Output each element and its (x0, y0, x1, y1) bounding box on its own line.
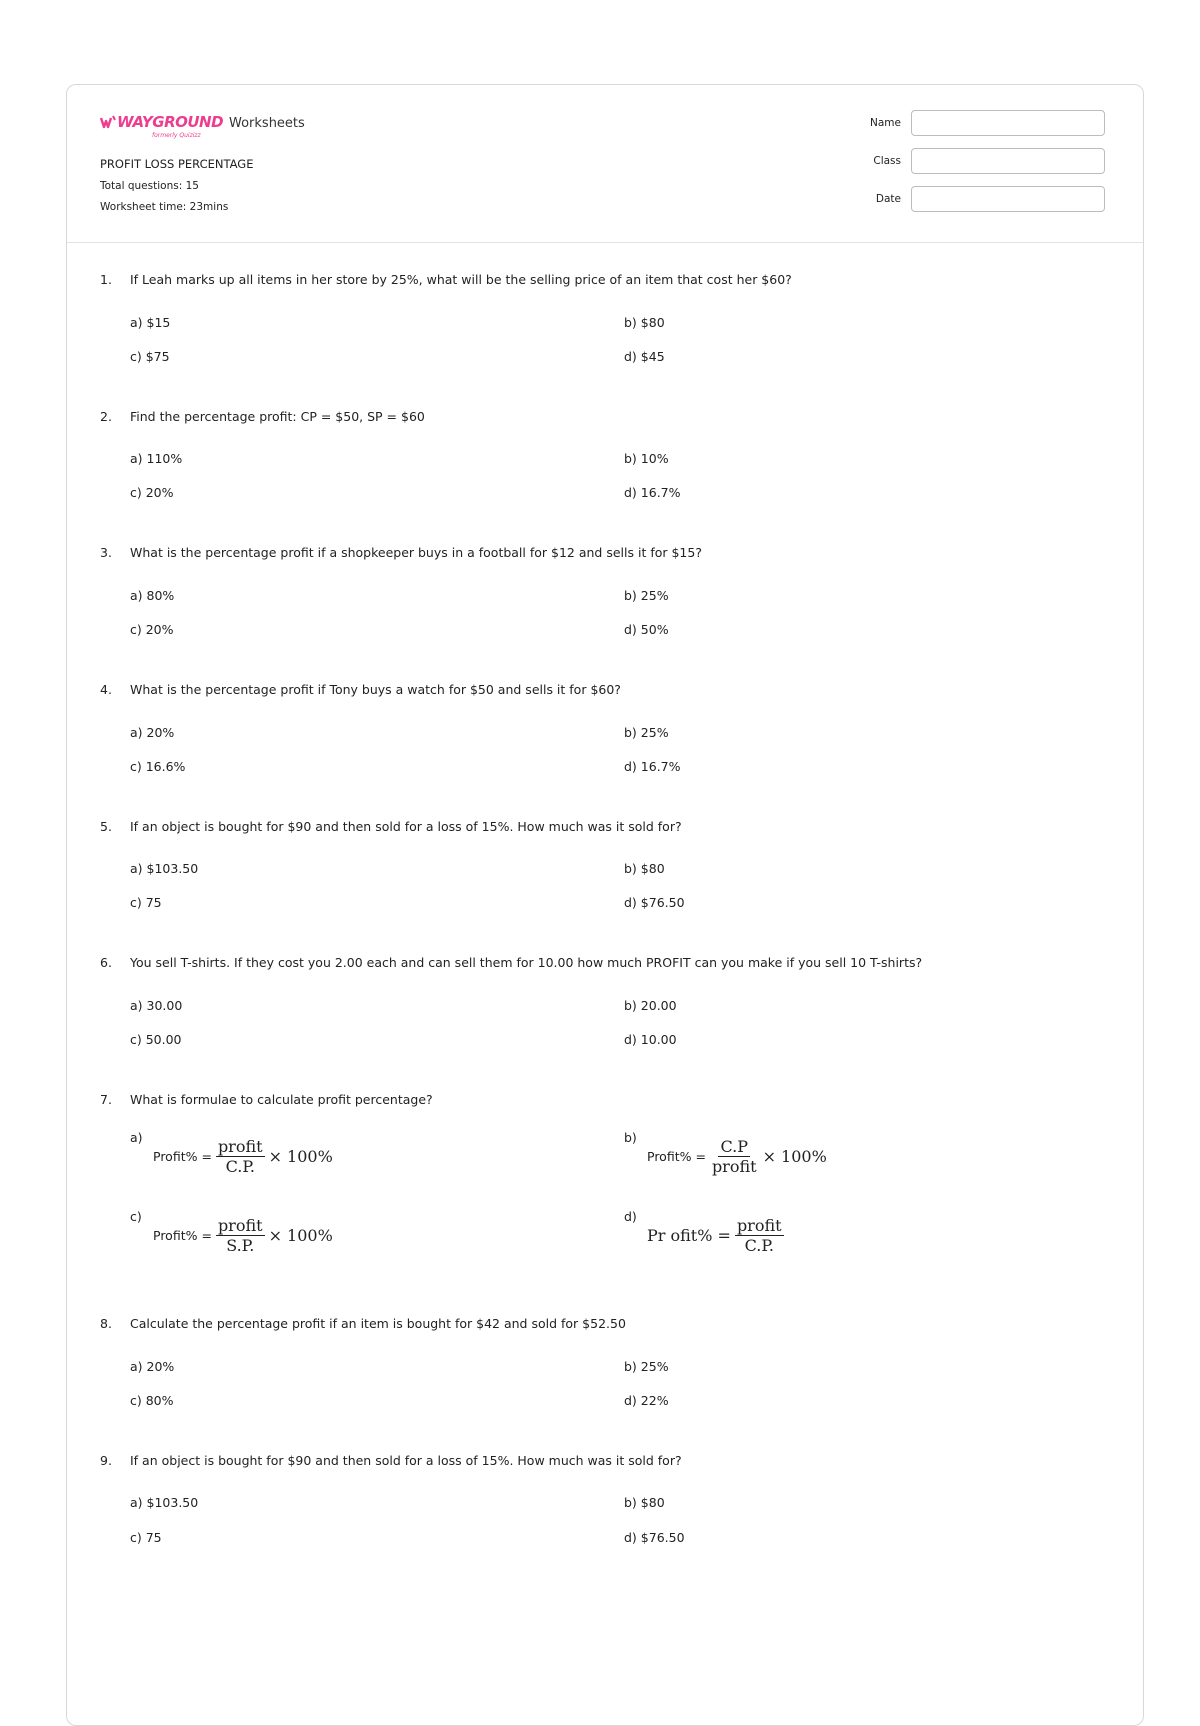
option-b-formula[interactable] (647, 1137, 827, 1176)
option-d[interactable]: d) $45 (624, 349, 665, 364)
option-c[interactable]: c) 50.00 (130, 1032, 182, 1047)
formula-prefix: Pr ofit% = (647, 1226, 731, 1245)
section-label: Worksheets (229, 116, 305, 131)
numerator: C.P (720, 1137, 749, 1156)
option-b[interactable]: b) 25% (624, 1359, 669, 1374)
option-d[interactable]: d) $76.50 (624, 1530, 685, 1545)
question-text: What is formulae to calculate profit percentage? (130, 1092, 433, 1107)
question-number: 9. (100, 1453, 112, 1468)
question-4 (100, 682, 621, 697)
worksheet-time: Worksheet time: 23mins (100, 201, 229, 213)
question-2 (100, 409, 425, 424)
question-number: 3. (100, 545, 112, 560)
question-text: If Leah marks up all items in her store by 25%, what will be the selling price of an item that cost her $60? (130, 272, 792, 287)
option-b[interactable]: b) $80 (624, 1495, 665, 1510)
option-d-letter: d) (624, 1209, 637, 1224)
option-b[interactable]: b) $80 (624, 315, 665, 330)
worksheet-title: PROFIT LOSS PERCENTAGE (100, 157, 254, 171)
question-5 (100, 819, 682, 834)
option-d[interactable]: d) 10.00 (624, 1032, 677, 1047)
question-number: 4. (100, 682, 112, 697)
option-c[interactable]: c) 20% (130, 485, 174, 500)
question-text: Find the percentage profit: CP = $50, SP = $60 (130, 409, 425, 424)
option-a-formula[interactable] (153, 1137, 333, 1176)
option-b[interactable]: b) 10% (624, 451, 669, 466)
question-number: 5. (100, 819, 112, 834)
question-number: 6. (100, 955, 112, 970)
option-b[interactable]: b) 25% (624, 588, 669, 603)
question-text: Calculate the percentage profit if an item is bought for $42 and sold for $52.50 (130, 1316, 626, 1331)
total-questions: Total questions: 15 (100, 180, 199, 192)
denominator: C.P. (225, 1157, 255, 1176)
fraction (710, 1137, 759, 1176)
option-a[interactable]: a) 80% (130, 588, 175, 603)
option-b[interactable]: b) $80 (624, 861, 665, 876)
option-c-formula[interactable] (153, 1216, 333, 1255)
option-d[interactable]: d) 50% (624, 622, 669, 637)
wayground-logo-icon (100, 115, 116, 129)
class-field[interactable] (911, 148, 1105, 174)
name-field[interactable] (911, 110, 1105, 136)
fraction (216, 1216, 265, 1255)
question-3 (100, 545, 702, 560)
brand-subtitle: formerly Quizizz (152, 132, 201, 139)
option-d[interactable]: d) $76.50 (624, 895, 685, 910)
denominator: profit (711, 1157, 757, 1176)
question-7 (100, 1092, 433, 1107)
option-c[interactable]: c) 80% (130, 1393, 174, 1408)
option-c[interactable]: c) 16.6% (130, 759, 186, 774)
brand-name: WAYGROUND (117, 113, 224, 131)
question-9 (100, 1453, 682, 1468)
question-text: You sell T-shirts. If they cost you 2.00 each and can sell them for 10.00 how much PROFIT can you make if you sell 10 T-shirts? (130, 955, 923, 970)
question-number: 2. (100, 409, 112, 424)
question-text: What is the percentage profit if Tony buys a watch for $50 and sells it for $60? (130, 682, 621, 697)
option-c[interactable]: c) 75 (130, 1530, 162, 1545)
option-a[interactable]: a) 30.00 (130, 998, 183, 1013)
option-a[interactable]: a) $103.50 (130, 861, 199, 876)
formula-prefix: Profit% = (153, 1149, 212, 1164)
option-d-formula[interactable] (647, 1216, 788, 1255)
option-a[interactable]: a) 110% (130, 451, 183, 466)
question-text: If an object is bought for $90 and then sold for a loss of 15%. How much was it sold for? (130, 1453, 682, 1468)
date-field[interactable] (911, 186, 1105, 212)
worksheet-sheet (66, 84, 1144, 1726)
numerator: profit (217, 1216, 263, 1235)
question-6 (100, 955, 922, 970)
formula-suffix: × 100% (268, 1226, 333, 1245)
option-b-letter: b) (624, 1130, 637, 1145)
formula-prefix: Profit% = (647, 1149, 706, 1164)
option-b[interactable]: b) 25% (624, 725, 669, 740)
option-d[interactable]: d) 16.7% (624, 759, 681, 774)
option-a[interactable]: a) $103.50 (130, 1495, 199, 1510)
numerator: profit (736, 1216, 782, 1235)
worksheet-header (67, 85, 1143, 243)
option-c-letter: c) (130, 1209, 142, 1224)
option-d[interactable]: d) 22% (624, 1393, 669, 1408)
option-c[interactable]: c) 20% (130, 622, 174, 637)
question-text: What is the percentage profit if a shopkeeper buys in a football for $12 and sells it for $15? (130, 545, 702, 560)
brand-logo (100, 112, 224, 142)
question-number: 7. (100, 1092, 112, 1107)
numerator: profit (217, 1137, 263, 1156)
option-d[interactable]: d) 16.7% (624, 485, 681, 500)
formula-prefix: Profit% = (153, 1228, 212, 1243)
option-a-letter: a) (130, 1130, 143, 1145)
fraction (216, 1137, 265, 1176)
question-number: 1. (100, 272, 112, 287)
formula-suffix: × 100% (268, 1147, 333, 1166)
name-label: Name (870, 117, 901, 129)
question-text: If an object is bought for $90 and then sold for a loss of 15%. How much was it sold for? (130, 819, 682, 834)
denominator: C.P. (744, 1236, 774, 1255)
fraction (735, 1216, 784, 1255)
formula-suffix: × 100% (762, 1147, 827, 1166)
option-a[interactable]: a) 20% (130, 1359, 175, 1374)
option-c[interactable]: c) 75 (130, 895, 162, 910)
question-8 (100, 1316, 626, 1331)
denominator: S.P. (226, 1236, 255, 1255)
option-c[interactable]: c) $75 (130, 349, 170, 364)
option-b[interactable]: b) 20.00 (624, 998, 677, 1013)
option-a[interactable]: a) $15 (130, 315, 171, 330)
class-label: Class (873, 155, 901, 167)
question-1 (100, 272, 792, 287)
question-number: 8. (100, 1316, 112, 1331)
option-a[interactable]: a) 20% (130, 725, 175, 740)
date-label: Date (875, 193, 901, 205)
